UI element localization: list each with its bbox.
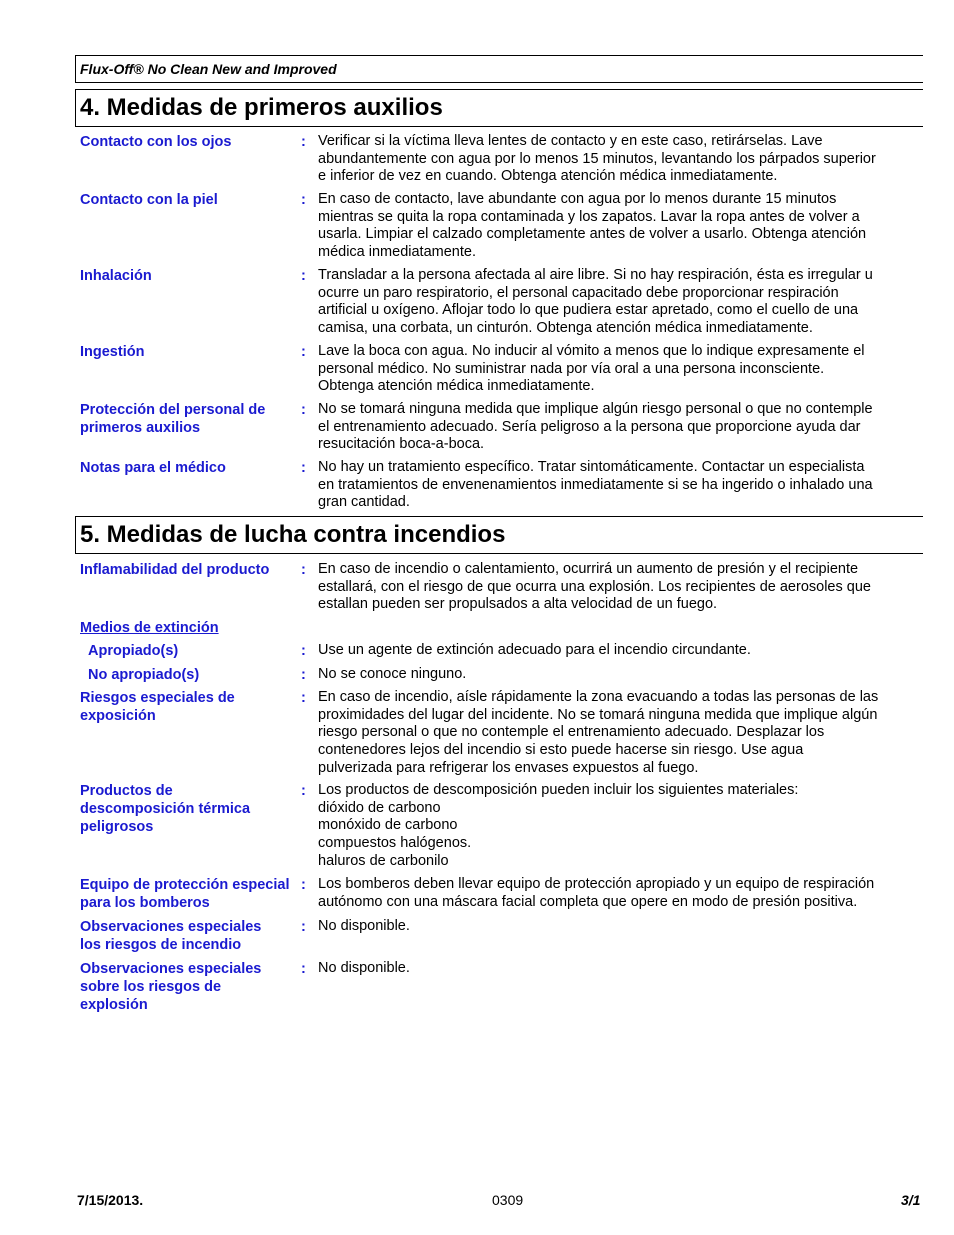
product-header <box>75 55 923 83</box>
value-line: gran cantidad. <box>318 494 410 511</box>
section-title-first-aid <box>75 89 923 127</box>
row-value <box>318 876 923 911</box>
row-label: Contacto con la piel <box>80 192 218 208</box>
row-colon: : <box>301 690 306 706</box>
row-colon: : <box>301 919 306 935</box>
row-value <box>318 689 923 778</box>
value-line: No se conoce ninguno. <box>318 666 467 682</box>
value-line: en tratamientos de envenenamientos inmediatamente si se ha ingerido o inhalado una <box>318 476 873 493</box>
value-line: compuestos halógenos. <box>318 835 472 852</box>
value-line: Los bomberos deben llevar equipo de protección apropiado y un equipo de respiración <box>318 876 875 892</box>
row-value <box>318 666 923 684</box>
value-line: mientras se quita la ropa contaminada y los zapatos. Lavar la ropa antes de volver a <box>318 208 860 225</box>
row-label: Contacto con los ojos <box>80 134 232 150</box>
row-value <box>318 782 923 871</box>
row-colon: : <box>301 783 306 799</box>
footer-code: 0309 <box>492 1192 524 1208</box>
value-line: No disponible. <box>318 960 410 976</box>
section-title-firefighting <box>75 516 923 554</box>
row-label: Notas para el médico <box>80 460 226 476</box>
row-label: Riesgos especiales de exposición <box>80 690 235 724</box>
row-colon: : <box>301 268 306 284</box>
row-label: Inflamabilidad del producto <box>80 562 270 578</box>
value-line: monóxido de carbono <box>318 817 458 834</box>
row-label: Inhalación <box>80 268 152 284</box>
extinguishing-media-heading: Medios de extinción <box>80 620 219 636</box>
value-line: autónomo con una máscara facial completa que opere en modo de presión positiva. <box>318 893 858 910</box>
value-line: abundantemente con agua por lo menos 15 minutos, levantando los párpados superior <box>318 150 876 167</box>
value-line: estallará, con el riesgo de que ocurra una explosión. Los recipientes de aerosoles que <box>318 578 871 595</box>
row-value <box>318 561 923 614</box>
value-line: Los productos de descomposición pueden incluir los siguientes materiales: <box>318 782 799 798</box>
row-value <box>318 267 923 338</box>
product-name: Flux-Off® No Clean New and Improved <box>80 61 337 77</box>
row-label: Ingestión <box>80 344 145 360</box>
row-colon: : <box>301 961 306 977</box>
row-value <box>318 960 923 978</box>
value-line: En caso de incendio o calentamiento, ocurrirá un aumento de presión y el recipiente <box>318 561 859 577</box>
row-colon: : <box>301 877 306 893</box>
value-line: contenedores lejos del incendio si esto puede hacerse sin riesgo. Use agua <box>318 742 804 759</box>
row-colon: : <box>301 460 306 476</box>
value-line: haluros de carbonilo <box>318 852 449 869</box>
footer-date: 7/15/2013. <box>77 1192 144 1208</box>
value-line: médica inmediatamente. <box>318 244 476 261</box>
value-line: proximidades del lugar del incidente. No se tomará ninguna medida que implique algún <box>318 706 878 723</box>
value-line: No hay un tratamiento específico. Tratar sintomáticamente. Contactar un especialista <box>318 459 865 475</box>
value-line: dióxido de carbono <box>318 799 441 816</box>
row-colon: : <box>301 134 306 150</box>
row-colon: : <box>301 643 306 659</box>
value-line: Lave la boca con agua. No inducir al vómito a menos que lo indique expresamente el <box>318 343 865 359</box>
value-line: usarla. Limpiar el calzado completamente antes de volver a usarlo. Obtenga atención <box>318 226 867 243</box>
value-line: riesgo personal o que no contemple el entrenamiento adecuado. Desplazar los <box>318 724 825 741</box>
row-value <box>318 459 923 512</box>
value-line: personal médico. No suministrar nada por vía oral a una persona inconsciente. <box>318 360 825 377</box>
value-line: resucitación boca-a-boca. <box>318 436 485 453</box>
row-label: Observaciones especiales los riesgos de incendio <box>80 919 262 953</box>
row-colon: : <box>301 192 306 208</box>
row-value <box>318 343 923 396</box>
value-line: artificial u oxígeno. Aflojar todo lo que pudiera estar apretado, como el cuello de una <box>318 302 859 319</box>
value-line: e inferior de vez en cuando. Obtenga atención médica inmediatamente. <box>318 168 778 185</box>
row-value <box>318 918 923 936</box>
value-line: En caso de incendio, aísle rápidamente la zona evacuando a todas las personas de las <box>318 689 879 705</box>
value-line: No se tomará ninguna medida que implique algún riesgo personal o que no contemple <box>318 401 873 417</box>
row-label: Protección del personal de primeros auxilios <box>80 402 266 436</box>
value-line: Obtenga atención médica inmediatamente. <box>318 378 595 395</box>
row-colon: : <box>301 667 306 683</box>
value-line: Verificar si la víctima lleva lentes de contacto y en este caso, retirárselas. Lave <box>318 133 823 149</box>
row-label: Observaciones especiales sobre los riesgos de explosión <box>80 961 262 1013</box>
row-colon: : <box>301 344 306 360</box>
section-title: 4. Medidas de primeros auxilios <box>80 94 443 121</box>
row-label: Equipo de protección especial para los bomberos <box>80 877 290 911</box>
value-line: Transladar a la persona afectada al aire libre. Si no hay respiración, ésta es irregular u <box>318 267 873 283</box>
section-title: 5. Medidas de lucha contra incendios <box>80 521 506 548</box>
row-colon: : <box>301 562 306 578</box>
value-line: No disponible. <box>318 918 410 934</box>
row-value <box>318 191 923 262</box>
row-label: Productos de descomposición térmica peligrosos <box>80 783 251 835</box>
value-line: estallan pueden ser propulsados a alta velocidad de un fuego. <box>318 596 718 613</box>
row-colon: : <box>301 402 306 418</box>
value-line: pulverizada para refrigerar los envases expuestos al fuego. <box>318 759 699 776</box>
value-line: ocurre un paro respiratorio, el personal capacitado debe proporcionar respiración <box>318 284 839 301</box>
row-value <box>318 401 923 454</box>
row-value <box>318 642 923 660</box>
value-line: Use un agente de extinción adecuado para el incendio circundante. <box>318 642 751 658</box>
value-line: En caso de contacto, lave abundante con agua por lo menos durante 15 minutos <box>318 191 837 207</box>
value-line: camisa, una corbata, un cinturón. Obtenga atención médica inmediatamente. <box>318 320 813 337</box>
row-label: No apropiado(s) <box>88 667 200 683</box>
row-value <box>318 133 923 186</box>
row-label: Apropiado(s) <box>88 643 179 659</box>
footer-page-number: 3/1 <box>901 1192 921 1208</box>
value-line: el entrenamiento adecuado. Sería peligroso a la persona que proporcione ayuda dar <box>318 418 861 435</box>
